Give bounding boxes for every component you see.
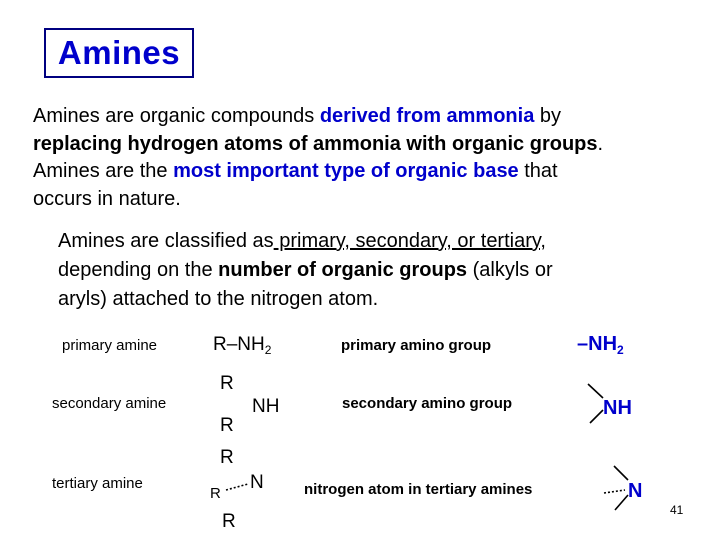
secondary-group-formula: NH (603, 397, 632, 419)
page-number: 41 (670, 503, 684, 517)
tertiary-amine-label: tertiary amine (52, 475, 143, 492)
secondary-r-bottom: R (220, 415, 234, 436)
primary-amine-label: primary amine (62, 337, 158, 354)
intro-line-2: replacing hydrogen atoms of ammonia with organic groups. (33, 132, 604, 155)
highlight-replacing: replacing hydrogen atoms of ammonia with organic groups (33, 132, 598, 155)
tertiary-bond-dashed (604, 490, 625, 493)
tertiary-r-left: R (210, 485, 221, 502)
primary-group-label: primary amino group (341, 337, 492, 354)
tertiary-bond-top (614, 466, 628, 480)
classification-line-2: depending on the number of organic groups (alkyls or (58, 259, 553, 281)
secondary-amine-label: secondary amine (52, 395, 167, 412)
intro-line-1: Amines are organic compounds derived from ammonia by (33, 105, 562, 127)
tertiary-group-label: nitrogen atom in tertiary amines (304, 481, 533, 498)
classification-line-1: Amines are classified as primary, secondary, or tertiary, (58, 230, 546, 252)
tertiary-bond-bottom (615, 495, 628, 510)
highlight-derived: derived from ammonia (319, 105, 535, 127)
secondary-bond-top (588, 384, 603, 398)
classification-line-3: aryls) attached to the nitrogen atom. (58, 288, 379, 310)
intro-line-3: Amines are the most important type of organic base that (33, 160, 558, 182)
tertiary-group-formula: N (628, 480, 643, 502)
secondary-r-top: R (220, 373, 234, 394)
secondary-group-label: secondary amino group (342, 395, 513, 412)
secondary-nh: NH (252, 396, 280, 417)
primary-amine-formula: $R-NH_2$ (213, 334, 272, 357)
primary-group-formula: $-NH_2$ (577, 333, 624, 357)
intro-line-4: occurs in nature. (33, 187, 181, 210)
highlight-organic-base: most important type of organic base (173, 160, 519, 182)
tertiary-r-bottom: R (222, 511, 236, 532)
classification-types: primary, secondary, or tertiary, (273, 230, 546, 252)
tertiary-r-top: R (220, 447, 234, 468)
tertiary-n: N (250, 472, 264, 493)
classification-bold: number of organic groups (218, 259, 468, 281)
secondary-bond-bottom (590, 410, 603, 423)
slide-title: Amines (57, 34, 181, 71)
tertiary-r-left-bond (226, 484, 248, 490)
